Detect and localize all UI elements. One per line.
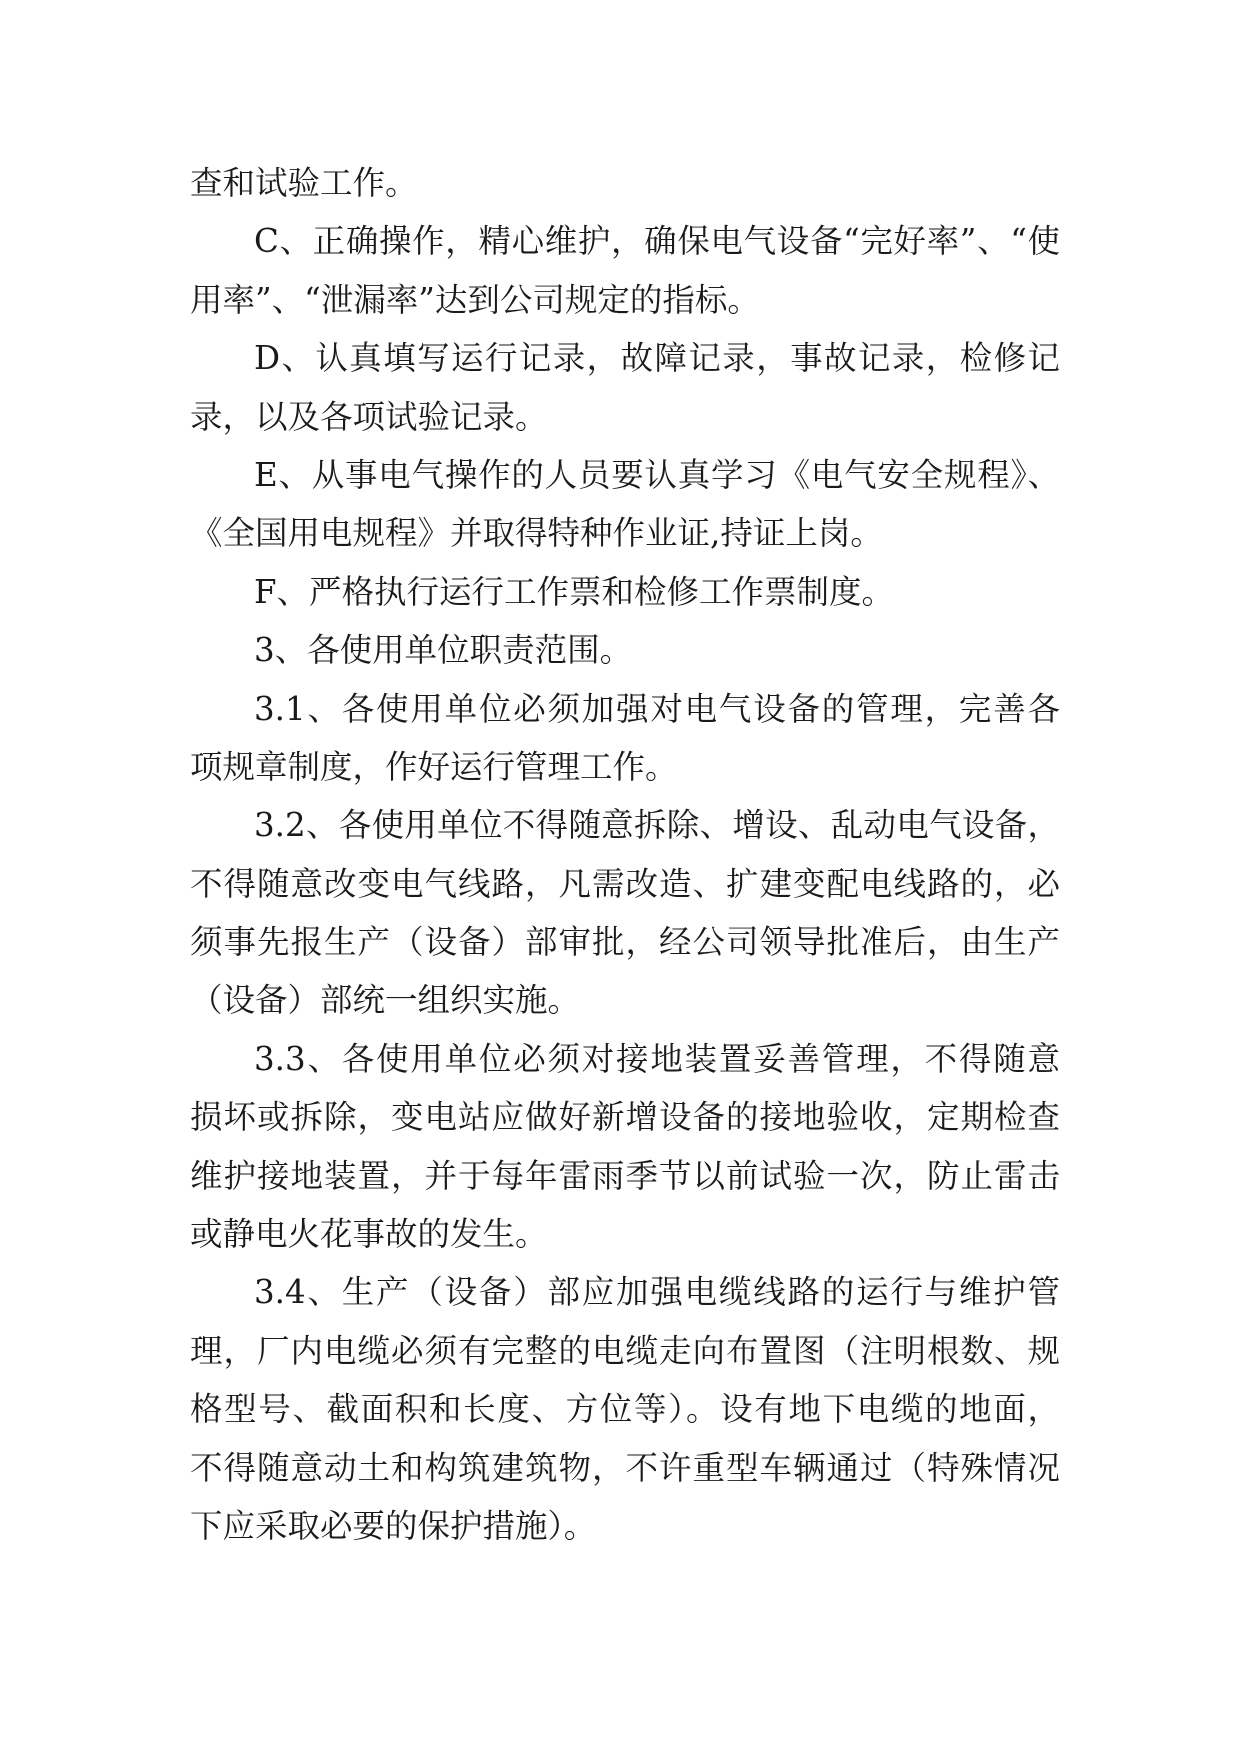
text-line: 不得随意改变电气线路，凡需改造、扩建变配电线路的，必 xyxy=(190,864,1060,903)
text-line: F、严格执行运行工作票和检修工作票制度。 xyxy=(254,572,895,611)
text-line: 查和试验工作。 xyxy=(190,164,418,202)
text-line: 下应采取必要的保护措施）。 xyxy=(190,1506,597,1545)
text-line: 项规章制度，作好运行管理工作。 xyxy=(190,747,678,786)
text-line: 须事先报生产（设备）部审批，经公司领导批准后，由生产 xyxy=(190,923,1060,962)
text-line: 3、各使用单位职责范围。 xyxy=(254,631,633,670)
text-line: 用率”、“泄漏率”达到公司规定的指标。 xyxy=(190,280,760,319)
text-line: 3.4、生产（设备）部应加强电缆线路的运行与维护管 xyxy=(254,1273,1060,1312)
text-line: 录，以及各项试验记录。 xyxy=(190,397,548,436)
text-line: 理，厂内电缆必须有完整的电缆走向布置图（注明根数、规 xyxy=(190,1331,1060,1370)
text-line: 或静电火花事故的发生。 xyxy=(190,1215,548,1254)
text-line: 3.3、各使用单位必须对接地装置妥善管理，不得随意 xyxy=(254,1039,1060,1078)
text-line: 维护接地装置，并于每年雷雨季节以前试验一次，防止雷击 xyxy=(190,1156,1060,1195)
text-line: 3.1、各使用单位必须加强对电气设备的管理，完善各 xyxy=(254,689,1060,728)
text-line: 3.2、各使用单位不得随意拆除、增设、乱动电气设备， xyxy=(254,806,1060,845)
text-line: 不得随意动土和构筑建筑物，不许重型车辆通过（特殊情况 xyxy=(190,1448,1060,1487)
text-line: 格型号、截面积和长度、方位等）。设有地下电缆的地面， xyxy=(190,1390,1060,1429)
text-line: C、正确操作，精心维护，确保电气设备“完好率”、“使 xyxy=(254,222,1060,261)
document-body xyxy=(190,154,1060,1555)
text-line: 损坏或拆除，变电站应做好新增设备的接地验收，定期检查 xyxy=(190,1098,1060,1137)
text-line: （设备）部统一组织实施。 xyxy=(190,981,581,1020)
text-line: D、认真填写运行记录，故障记录，事故记录，检修记 xyxy=(254,339,1060,378)
text-line: 《全国用电规程》并取得特种作业证,持证上岗。 xyxy=(190,514,883,553)
text-line: E、从事电气操作的人员要认真学习《电气安全规程》、 xyxy=(254,455,1060,494)
